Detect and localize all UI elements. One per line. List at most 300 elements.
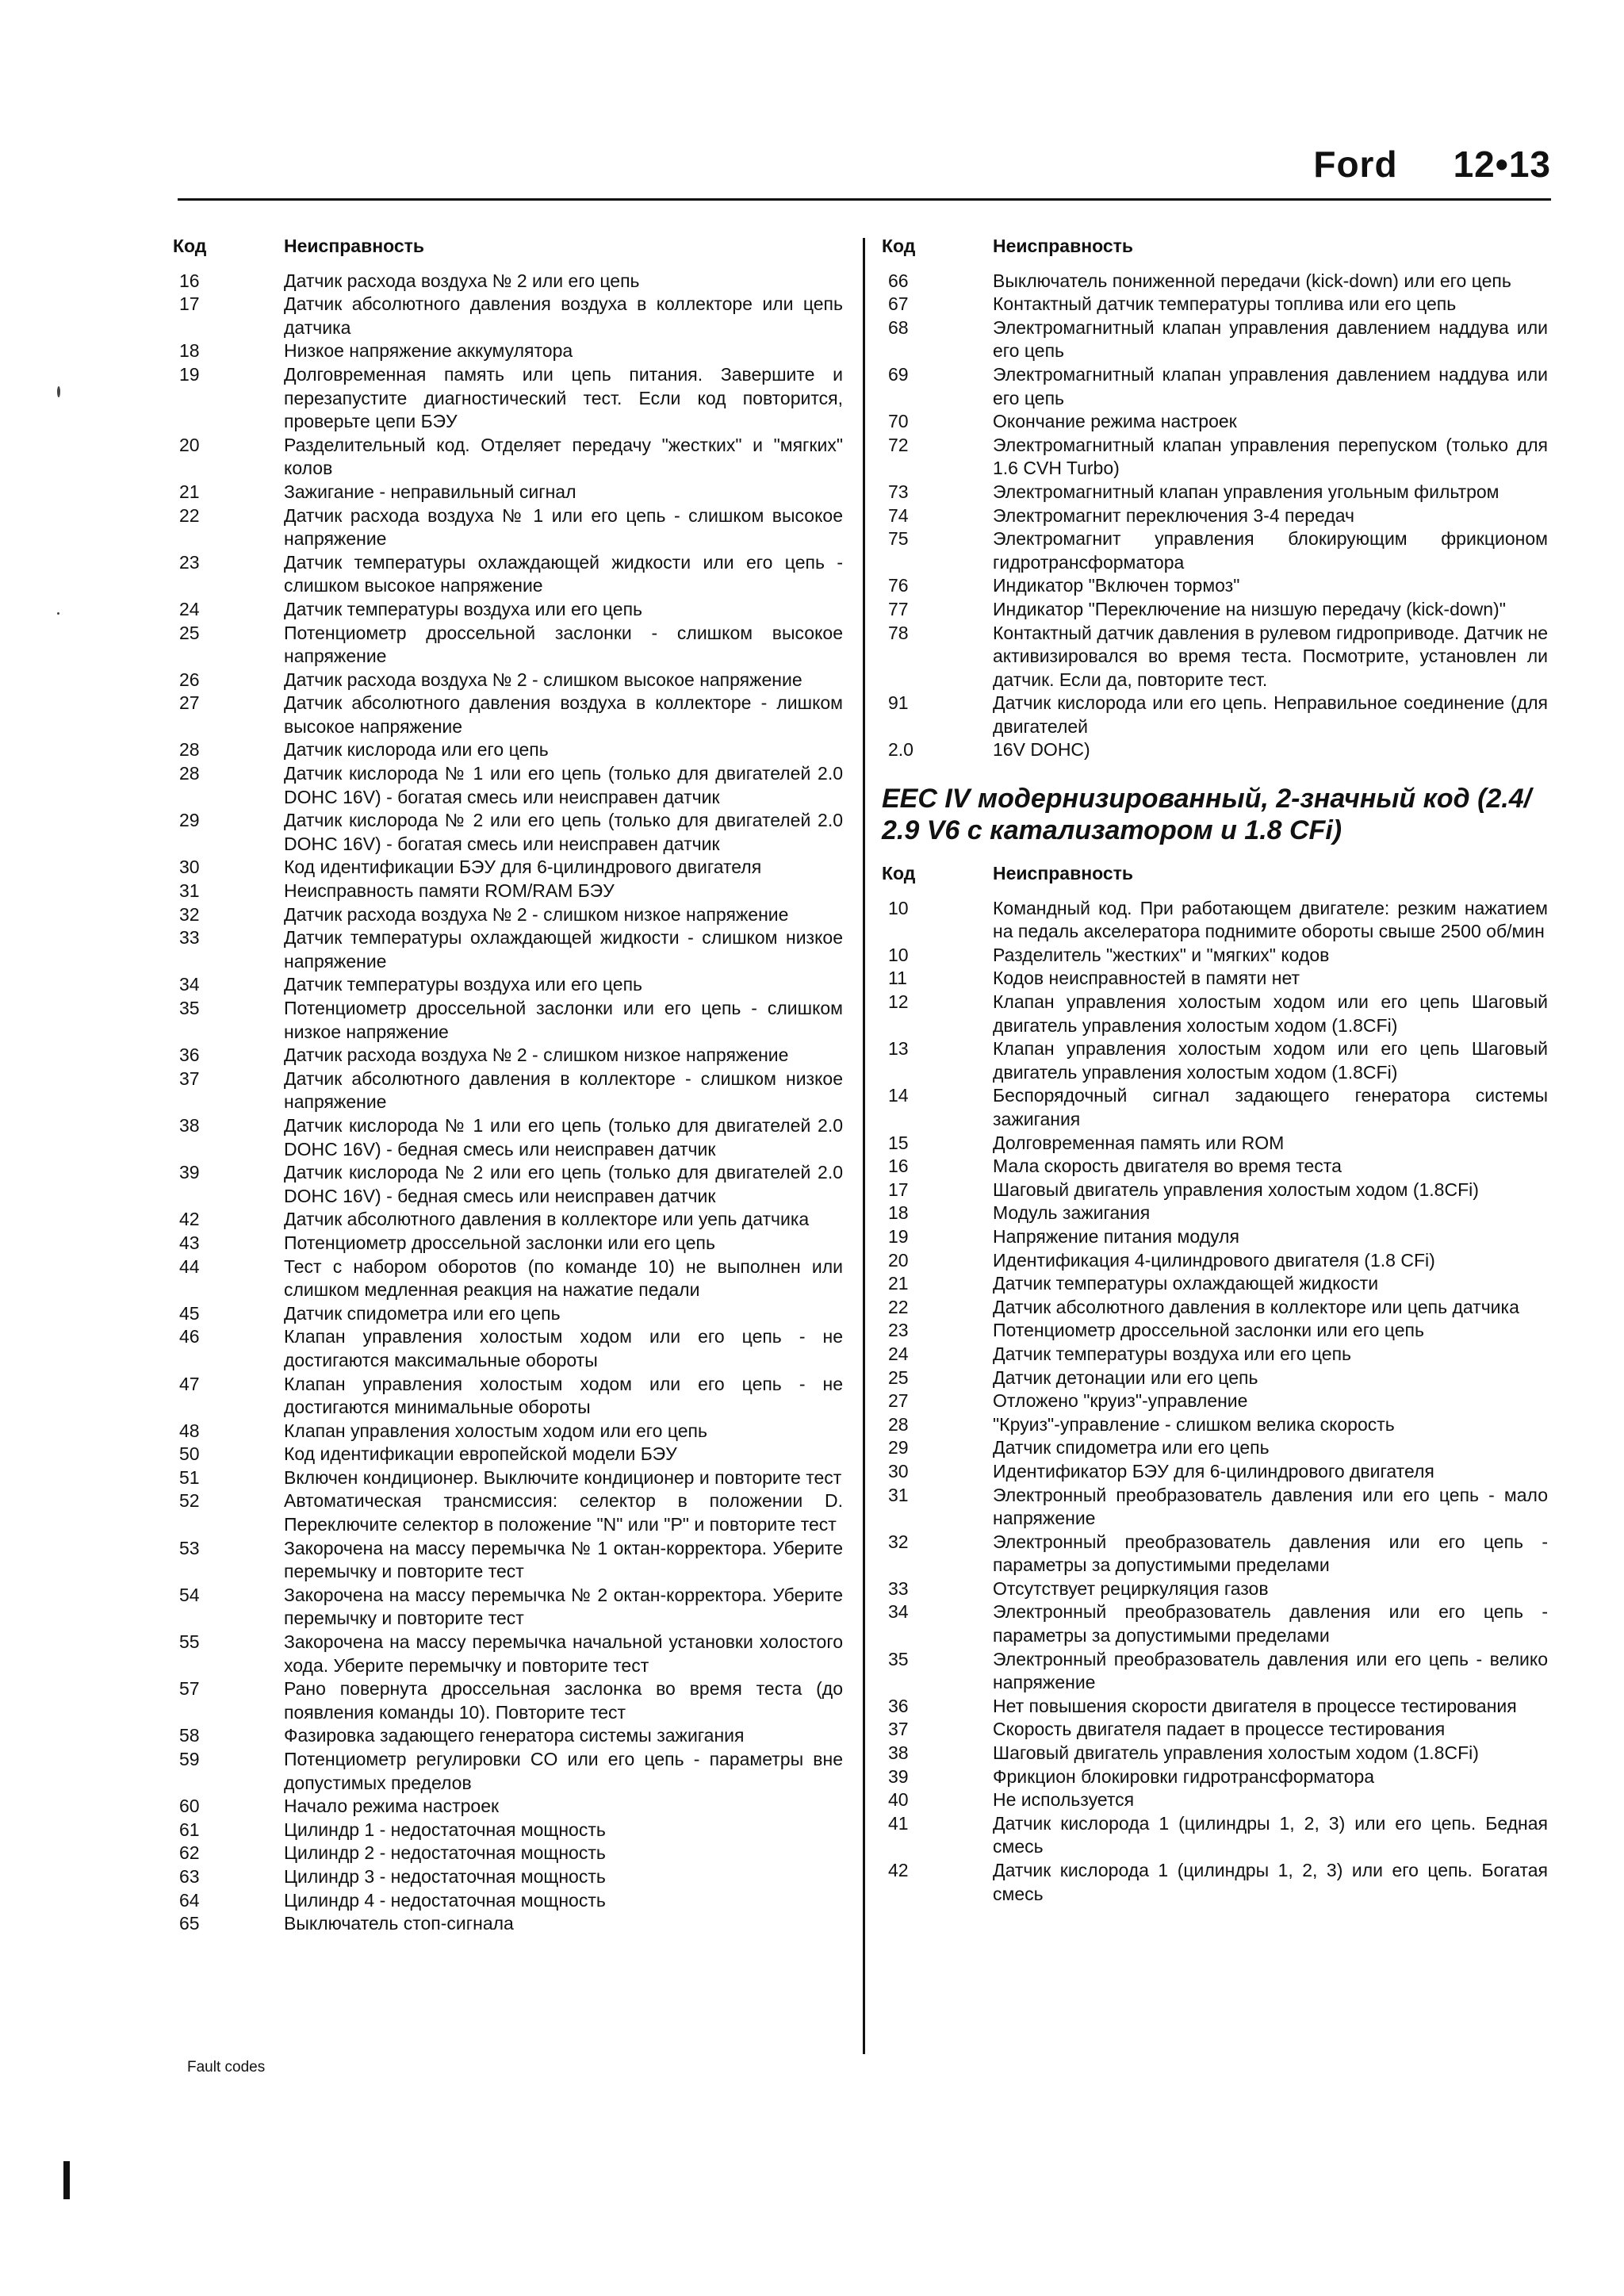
fault-code: 17 bbox=[888, 1179, 909, 1200]
code-row bbox=[173, 1584, 843, 1631]
header-rule bbox=[178, 198, 1551, 201]
fault-description: Окончание режима настроек bbox=[993, 411, 1237, 432]
fault-description: Нет повышения скорости двигателя в процессе тестирования bbox=[993, 1695, 1517, 1716]
fault-description: Датчик кислорода 1 (цилиндры 1, 2, 3) или его цепь. Бедная смесь bbox=[993, 1812, 1548, 1857]
code-row bbox=[882, 1202, 1548, 1225]
fault-code: 27 bbox=[179, 692, 200, 714]
code-row bbox=[882, 410, 1548, 434]
fault-code: 31 bbox=[179, 880, 200, 902]
code-row bbox=[173, 692, 843, 738]
fault-code: 65 bbox=[179, 1913, 200, 1934]
fault-code: 61 bbox=[179, 1819, 200, 1840]
fault-code: 16 bbox=[179, 270, 200, 291]
fault-description: Цилиндр 3 - недостаточная мощность bbox=[284, 1865, 606, 1887]
fault-code: 30 bbox=[888, 1460, 909, 1481]
fault-code: 25 bbox=[888, 1366, 909, 1388]
code-row bbox=[882, 1460, 1548, 1484]
code-row bbox=[882, 1084, 1548, 1131]
code-row bbox=[882, 991, 1548, 1037]
code-row bbox=[173, 1912, 843, 1936]
fault-code: 50 bbox=[179, 1443, 200, 1465]
code-row bbox=[173, 1302, 843, 1326]
fault-description: Датчик абсолютного давления в коллекторе - слишком низкое напряжение bbox=[284, 1068, 843, 1113]
code-row bbox=[173, 1232, 843, 1255]
fault-code: 47 bbox=[179, 1373, 200, 1394]
fault-code: 53 bbox=[179, 1537, 200, 1558]
code-row bbox=[882, 897, 1548, 944]
fault-description: Беспорядочный сигнал задающего генератора системы зажигания bbox=[993, 1085, 1548, 1129]
fault-code: 24 bbox=[179, 598, 200, 619]
code-row bbox=[173, 880, 843, 903]
fault-description: Электронный преобразователь давления или его цепь - велико напряжение bbox=[993, 1648, 1548, 1693]
fault-description: Долговременная память или цепь питания. Завершите и перезапустите диагностический тест. Если код повторится, проверьте цепи БЭУ bbox=[284, 363, 843, 432]
fault-description: Отсутствует рециркуляция газов bbox=[993, 1577, 1269, 1599]
code-row bbox=[882, 738, 1548, 762]
fault-code: 10 bbox=[888, 944, 909, 965]
fault-code: 91 bbox=[888, 692, 909, 714]
fault-description: Выключатель стоп-сигнала bbox=[284, 1913, 514, 1934]
fault-code: 23 bbox=[888, 1320, 909, 1341]
fault-description: Датчик температуры воздуха или его цепь bbox=[284, 598, 643, 619]
code-row bbox=[173, 762, 843, 809]
fault-description: Датчик кислорода 1 (цилиндры 1, 2, 3) или его цепь. Богатая смесь bbox=[993, 1860, 1548, 1904]
fault-description: Цилиндр 2 - недостаточная мощность bbox=[284, 1842, 606, 1864]
fault-code: 57 bbox=[179, 1678, 200, 1700]
code-row bbox=[173, 809, 843, 856]
code-row bbox=[173, 738, 843, 762]
code-row bbox=[882, 1742, 1548, 1765]
code-row bbox=[882, 434, 1548, 481]
code-row bbox=[882, 1413, 1548, 1437]
code-row bbox=[882, 1343, 1548, 1366]
fault-code: 35 bbox=[179, 998, 200, 1018]
fault-code: 31 bbox=[888, 1484, 909, 1505]
fault-code: 64 bbox=[179, 1889, 200, 1911]
fault-description: Датчик температуры охлаждающей жидкости - слишком низкое напряжение bbox=[284, 927, 843, 972]
fault-description: Код идентификации европейской модели БЭУ bbox=[284, 1443, 677, 1465]
fault-code: 41 bbox=[888, 1812, 909, 1834]
code-row bbox=[882, 1859, 1548, 1906]
scan-speck bbox=[57, 612, 59, 615]
code-row bbox=[173, 1420, 843, 1443]
fault-description: Код идентификации БЭУ для 6-цилиндрового двигателя bbox=[284, 857, 762, 878]
col-fault-header: Неисправность bbox=[993, 236, 1134, 256]
fault-code: 62 bbox=[179, 1842, 200, 1864]
fault-code: 37 bbox=[888, 1719, 909, 1740]
code-row bbox=[173, 1819, 843, 1842]
fault-description: Командный код. При работающем двигателе: резким нажатием на педаль акселератора поднимите обороты свыше 2500 об/мин bbox=[993, 897, 1548, 942]
fault-description: Неисправность памяти ROM/RAM БЭУ bbox=[284, 880, 615, 902]
code-row bbox=[882, 1296, 1548, 1320]
fault-code: 20 bbox=[888, 1249, 909, 1271]
fault-code: 25 bbox=[179, 622, 200, 643]
fault-code: 72 bbox=[888, 434, 909, 455]
section2-table-header bbox=[882, 862, 1548, 886]
page-title bbox=[1313, 143, 1551, 186]
fault-code: 21 bbox=[888, 1273, 909, 1294]
fault-code: 39 bbox=[179, 1162, 200, 1183]
code-row bbox=[882, 1319, 1548, 1343]
fault-code: 14 bbox=[888, 1085, 909, 1106]
scan-speck bbox=[57, 386, 60, 397]
code-row bbox=[173, 903, 843, 927]
col-fault-header: Неисправность bbox=[284, 236, 425, 256]
code-row bbox=[882, 316, 1548, 363]
code-row bbox=[882, 1718, 1548, 1742]
fault-description: Отложено "круиз"-управление bbox=[993, 1390, 1248, 1412]
code-row bbox=[173, 270, 843, 293]
fault-code: 42 bbox=[888, 1860, 909, 1880]
col-fault-header: Неисправность bbox=[993, 863, 1134, 884]
fault-code: 74 bbox=[888, 504, 909, 526]
fault-description: Датчик спидометра или его цепь bbox=[993, 1437, 1270, 1458]
fault-description: Идентификатор БЭУ для 6-цилиндрового двигателя bbox=[993, 1460, 1434, 1481]
code-row bbox=[882, 504, 1548, 528]
fault-code: 44 bbox=[179, 1255, 200, 1277]
fault-description: Датчик спидометра или его цепь bbox=[284, 1302, 561, 1324]
code-row bbox=[882, 363, 1548, 410]
code-row bbox=[173, 1889, 843, 1913]
fault-description: Датчик абсолютного давления воздуха в коллекторе - лишком высокое напряжение bbox=[284, 692, 843, 737]
fault-description: Датчик расхода воздуха № 2 - слишком низкое напряжение bbox=[284, 1045, 789, 1066]
fault-description: Шаговый двигатель управления холостым ходом (1.8CFi) bbox=[993, 1742, 1479, 1764]
fault-code: 78 bbox=[888, 622, 909, 643]
fault-code: 17 bbox=[179, 293, 200, 315]
code-row bbox=[173, 1466, 843, 1490]
code-row bbox=[173, 1631, 843, 1677]
fault-code: 40 bbox=[888, 1789, 909, 1811]
code-row bbox=[882, 527, 1548, 574]
fault-description: Шаговый двигатель управления холостым ходом (1.8CFi) bbox=[993, 1179, 1479, 1200]
fault-description: Не используется bbox=[993, 1789, 1135, 1811]
code-row bbox=[173, 1443, 843, 1466]
code-row bbox=[882, 1249, 1548, 1273]
fault-code: 48 bbox=[179, 1420, 200, 1441]
fault-code: 70 bbox=[888, 411, 909, 432]
fault-code: 32 bbox=[179, 903, 200, 925]
fault-description: Цилиндр 4 - недостаточная мощность bbox=[284, 1889, 606, 1911]
col-code-header: Код bbox=[882, 236, 916, 256]
code-row bbox=[882, 1484, 1548, 1531]
fault-code: 19 bbox=[888, 1225, 909, 1247]
fault-description: Тест с набором оборотов (по команде 10) не выполнен или слишком медленная реакция на нажатие педали bbox=[284, 1255, 843, 1301]
fault-code: 33 bbox=[179, 927, 200, 949]
fault-code: 34 bbox=[888, 1601, 909, 1623]
fault-code: 59 bbox=[179, 1749, 200, 1769]
fault-description: Контактный датчик давления в рулевом гидроприводе. Датчик не активизировался во время теста. Посмотрите, установлен ли датчик. Если да, повторите тест. bbox=[993, 622, 1548, 690]
fault-description: Клапан управления холостым ходом или его цепь - не достигаются максимальные обороты bbox=[284, 1326, 843, 1370]
code-row bbox=[173, 622, 843, 669]
col-code-header: Код bbox=[173, 236, 207, 256]
code-row bbox=[173, 926, 843, 973]
fault-code: 11 bbox=[888, 968, 907, 989]
fault-description: Датчик абсолютного давления в коллекторе или цепь датчика bbox=[993, 1296, 1519, 1317]
fault-description: Клапан управления холостым ходом или его цепь bbox=[284, 1420, 707, 1441]
code-row bbox=[882, 1765, 1548, 1789]
fault-description: Датчик расхода воздуха № 1 или его цепь - слишком высокое напряжение bbox=[284, 504, 843, 550]
code-row bbox=[882, 1366, 1548, 1390]
code-row bbox=[173, 434, 843, 481]
fault-description: Мала скорость двигателя во время теста bbox=[993, 1156, 1342, 1177]
fault-description: Электронный преобразователь давления или его цепь - параметры за допустимыми пределами bbox=[993, 1601, 1548, 1646]
fault-code: 39 bbox=[888, 1765, 909, 1787]
right-column bbox=[882, 235, 1548, 1906]
fault-description: Электромагнит переключения 3-4 передач bbox=[993, 504, 1355, 526]
fault-code: 16 bbox=[888, 1156, 909, 1177]
fault-description: Датчик детонации или его цепь bbox=[993, 1366, 1258, 1388]
code-row bbox=[882, 692, 1548, 738]
fault-description: 16V DOHC) bbox=[993, 739, 1090, 761]
code-row bbox=[882, 293, 1548, 316]
fault-code: 60 bbox=[179, 1796, 200, 1817]
code-row bbox=[882, 574, 1548, 598]
code-row bbox=[882, 270, 1548, 293]
page-header bbox=[178, 143, 1551, 190]
code-row bbox=[173, 1724, 843, 1748]
code-row bbox=[882, 598, 1548, 622]
fault-description: Начало режима настроек bbox=[284, 1796, 500, 1817]
fault-code: 21 bbox=[179, 481, 200, 502]
fault-description: Закорочена на массу перемычка № 1 октан-корректора. Уберите перемычку и повторите тест bbox=[284, 1537, 843, 1582]
fault-description: Электромагнитный клапан управления угольным фильтром bbox=[993, 481, 1500, 502]
fault-code: 32 bbox=[888, 1531, 909, 1552]
fault-description: Контактный датчик температуры топлива или его цепь bbox=[993, 293, 1457, 315]
code-row bbox=[173, 363, 843, 434]
fault-code: 36 bbox=[888, 1695, 909, 1716]
fault-code: 35 bbox=[888, 1648, 909, 1669]
fault-code: 76 bbox=[888, 575, 909, 596]
fault-code: 54 bbox=[179, 1584, 200, 1605]
fault-description: Электромагнитный клапан управления давлением наддува или его цепь bbox=[993, 363, 1548, 408]
fault-code: 28 bbox=[888, 1413, 909, 1435]
fault-description: Долговременная память или ROM bbox=[993, 1132, 1285, 1153]
fault-description: Потенциометр дроссельной заслонки - слишком высокое напряжение bbox=[284, 622, 843, 667]
code-row bbox=[882, 1788, 1548, 1812]
code-row bbox=[173, 856, 843, 880]
fault-description: "Круиз"-управление - слишком велика скорость bbox=[993, 1413, 1395, 1435]
code-row bbox=[882, 1648, 1548, 1695]
code-row bbox=[173, 1677, 843, 1724]
code-row bbox=[882, 1155, 1548, 1179]
fault-description: Напряжение питания модуля bbox=[993, 1225, 1239, 1247]
code-row bbox=[882, 967, 1548, 991]
fault-code: 15 bbox=[888, 1132, 909, 1153]
code-row bbox=[173, 293, 843, 339]
code-row bbox=[882, 1812, 1548, 1859]
fault-code: 29 bbox=[179, 810, 200, 831]
fault-code: 38 bbox=[179, 1114, 200, 1136]
code-row bbox=[173, 973, 843, 997]
fault-description: Датчик кислорода или его цепь bbox=[284, 739, 549, 761]
fault-description: Датчик расхода воздуха № 2 или его цепь bbox=[284, 270, 640, 291]
fault-description: Фрикцион блокировки гидротрансформатора bbox=[993, 1765, 1375, 1787]
fault-description: Потенциометр регулировки CO или его цепь - параметры вне допустимых пределов bbox=[284, 1749, 843, 1793]
fault-code: 68 bbox=[888, 316, 909, 338]
fault-code: 42 bbox=[179, 1209, 200, 1230]
code-row bbox=[173, 481, 843, 504]
fault-code: 43 bbox=[179, 1232, 200, 1253]
fault-code: 73 bbox=[888, 481, 909, 502]
code-row bbox=[173, 1208, 843, 1232]
fault-description: Цилиндр 1 - недостаточная мощность bbox=[284, 1819, 606, 1840]
fault-description: Закорочена на массу перемычка начальной установки холостого хода. Уберите перемычку и повторите тест bbox=[284, 1631, 843, 1676]
code-row bbox=[173, 1373, 843, 1420]
fault-description: Датчик температуры воздуха или его цепь bbox=[284, 974, 643, 995]
fault-code: 24 bbox=[888, 1343, 909, 1364]
fault-code: 2.0 bbox=[888, 739, 914, 761]
fault-code: 38 bbox=[888, 1742, 909, 1764]
fault-code: 23 bbox=[179, 551, 200, 573]
code-row bbox=[173, 551, 843, 598]
fault-code: 28 bbox=[179, 763, 200, 784]
fault-code: 13 bbox=[888, 1038, 909, 1060]
fault-code: 69 bbox=[888, 363, 909, 385]
code-row bbox=[173, 1865, 843, 1889]
section-title: EEC IV модернизированный, 2-значный код (2.4/ 2.9 V6 с катализатором и 1.8 CFi) bbox=[882, 784, 1532, 846]
code-row bbox=[882, 1225, 1548, 1249]
fault-description: Разделитель "жестких" и "мягких" кодов bbox=[993, 944, 1330, 965]
fault-description: Датчик температуры воздуха или его цепь bbox=[993, 1343, 1352, 1364]
fault-code: 52 bbox=[179, 1490, 200, 1512]
fault-code: 63 bbox=[179, 1865, 200, 1887]
fault-code: 67 bbox=[888, 293, 909, 315]
fault-code: 46 bbox=[179, 1326, 200, 1347]
fault-description: Электронный преобразователь давления или его цепь - параметры за допустимыми пределами bbox=[993, 1531, 1548, 1576]
fault-description: Закорочена на массу перемычка № 2 октан-корректора. Уберите перемычку и повторите тест bbox=[284, 1584, 843, 1629]
fault-code: 34 bbox=[179, 974, 200, 995]
fault-description: Рано повернута дроссельная заслонка во время теста (до появления команды 10). Повторите тест bbox=[284, 1678, 843, 1723]
code-row bbox=[173, 1748, 843, 1795]
fault-description: Датчик температуры охлаждающей жидкости или его цепь - слишком высокое напряжение bbox=[284, 551, 843, 596]
code-row bbox=[173, 997, 843, 1044]
fault-code: 58 bbox=[179, 1725, 200, 1746]
left-table-header bbox=[173, 235, 843, 259]
fault-description: Включен кондиционер. Выключите кондиционер и повторите тест bbox=[284, 1466, 842, 1488]
fault-code: 77 bbox=[888, 598, 909, 619]
fault-code: 22 bbox=[888, 1296, 909, 1317]
code-row bbox=[882, 1600, 1548, 1647]
fault-description: Электронный преобразователь давления или его цепь - мало напряжение bbox=[993, 1484, 1548, 1529]
code-row bbox=[882, 944, 1548, 968]
fault-code: 22 bbox=[179, 504, 200, 526]
fault-description: Датчик расхода воздуха № 2 - слишком высокое напряжение bbox=[284, 669, 802, 690]
code-row bbox=[173, 339, 843, 363]
fault-code: 75 bbox=[888, 528, 909, 550]
fault-code: 45 bbox=[179, 1302, 200, 1324]
fault-description: Клапан управления холостым ходом или его цепь Шаговый двигатель управления холостым ходом (1.8CFi) bbox=[993, 991, 1548, 1036]
fault-description: Датчик расхода воздуха № 2 - слишком низкое напряжение bbox=[284, 903, 789, 925]
code-row bbox=[882, 1389, 1548, 1413]
fault-description: Кодов неисправностей в памяти нет bbox=[993, 968, 1300, 989]
code-row bbox=[173, 1325, 843, 1372]
fault-description: Скорость двигателя падает в процессе тестирования bbox=[993, 1719, 1446, 1740]
fault-description: Модуль зажигания bbox=[993, 1202, 1151, 1224]
fault-code: 28 bbox=[179, 739, 200, 761]
fault-description: Индикатор "Включен тормоз" bbox=[993, 575, 1240, 596]
fault-description: Идентификация 4-цилиндрового двигателя (1.8 CFi) bbox=[993, 1249, 1435, 1271]
fault-description: Разделительный код. Отделяет передачу "жестких" и "мягких" колов bbox=[284, 434, 843, 479]
code-row bbox=[173, 598, 843, 622]
fault-code: 19 bbox=[179, 363, 200, 385]
code-row bbox=[882, 1132, 1548, 1156]
fault-description: Индикатор "Переключение на низшую передачу (kick-down)" bbox=[993, 598, 1506, 619]
code-row bbox=[173, 1795, 843, 1819]
footer-label: Fault codes bbox=[187, 2059, 266, 2076]
fault-description: Электромагнит управления блокирующим фрикционом гидротрансформатора bbox=[993, 528, 1548, 573]
code-row bbox=[882, 1179, 1548, 1202]
fault-description: Электромагнитный клапан управления давлением наддува или его цепь bbox=[993, 316, 1548, 362]
fault-code: 55 bbox=[179, 1631, 200, 1653]
fault-description: Зажигание - неправильный сигнал bbox=[284, 481, 576, 502]
fault-code: 37 bbox=[179, 1068, 200, 1089]
fault-description: Электромагнитный клапан управления перепуском (только для 1.6 CVH Turbo) bbox=[993, 434, 1548, 479]
right-table-header bbox=[882, 235, 1548, 259]
left-column bbox=[173, 235, 843, 1936]
code-row bbox=[173, 504, 843, 551]
code-row bbox=[882, 1695, 1548, 1719]
fault-description: Потенциометр дроссельной заслонки или его цепь bbox=[993, 1320, 1424, 1341]
code-row bbox=[173, 1068, 843, 1114]
fault-description: Выключатель пониженной передачи (kick-down) или его цепь bbox=[993, 270, 1511, 291]
fault-description: Датчик кислорода № 2 или его цепь (только для двигателей 2.0 DOHC 16V) - бедная смесь или неисправен датчик bbox=[284, 1162, 843, 1206]
column-divider bbox=[863, 238, 865, 2054]
fault-description: Датчик кислорода № 1 или его цепь (только для двигателей 2.0 DOHC 16V) - богатая смесь или неисправен датчик bbox=[284, 763, 843, 807]
fault-description: Низкое напряжение аккумулятора bbox=[284, 340, 573, 362]
code-row bbox=[882, 622, 1548, 692]
fault-description: Датчик абсолютного давления воздуха в коллекторе или цепь датчика bbox=[284, 293, 843, 338]
fault-code: 30 bbox=[179, 857, 200, 878]
code-row bbox=[882, 481, 1548, 504]
fault-code: 18 bbox=[888, 1202, 909, 1224]
fault-description: Фазировка задающего генератора системы зажигания bbox=[284, 1725, 745, 1746]
code-row bbox=[173, 1489, 843, 1536]
fault-description: Потенциометр дроссельной заслонки или его цепь - слишком низкое напряжение bbox=[284, 998, 843, 1042]
code-row bbox=[173, 1114, 843, 1161]
code-row bbox=[173, 1044, 843, 1068]
fault-description: Датчик кислорода № 2 или его цепь (только для двигателей 2.0 DOHC 16V) - богатая смесь или неисправен датчик bbox=[284, 810, 843, 854]
fault-code: 20 bbox=[179, 434, 200, 455]
fault-code: 18 bbox=[179, 340, 200, 362]
right-table-body bbox=[882, 270, 1548, 762]
fault-code: 33 bbox=[888, 1577, 909, 1599]
fault-code: 26 bbox=[179, 669, 200, 690]
code-row bbox=[173, 669, 843, 692]
fault-code: 36 bbox=[179, 1045, 200, 1066]
fault-description: Датчик кислорода № 1 или его цепь (только для двигателей 2.0 DOHC 16V) - бедная смесь или неисправен датчик bbox=[284, 1114, 843, 1159]
code-row bbox=[882, 1577, 1548, 1601]
fault-description: Автоматическая трансмиссия: селектор в положении D. Переключите селектор в положение "N" или "P" и повторите тест bbox=[284, 1490, 843, 1535]
fault-code: 10 bbox=[888, 897, 909, 918]
code-row bbox=[882, 1037, 1548, 1084]
code-row bbox=[882, 1272, 1548, 1296]
section2-table-body bbox=[882, 897, 1548, 1907]
fault-code: 27 bbox=[888, 1390, 909, 1412]
left-table-body bbox=[173, 270, 843, 1936]
fault-code: 29 bbox=[888, 1437, 909, 1458]
code-row bbox=[173, 1842, 843, 1865]
code-row bbox=[173, 1255, 843, 1302]
code-row bbox=[173, 1537, 843, 1584]
scan-margin-mark bbox=[63, 2161, 70, 2199]
fault-description: Датчик кислорода или его цепь. Неправильное соединение (для двигателей bbox=[993, 692, 1548, 737]
fault-description: Потенциометр дроссельной заслонки или его цепь bbox=[284, 1232, 715, 1253]
fault-description: Клапан управления холостым ходом или его цепь Шаговый двигатель управления холостым ходом (1.8CFi) bbox=[993, 1038, 1548, 1083]
code-row bbox=[882, 1531, 1548, 1577]
page-number: 12•13 bbox=[1453, 144, 1551, 185]
brand-name: Ford bbox=[1313, 144, 1398, 185]
fault-description: Клапан управления холостым ходом или его цепь - не достигаются минимальные обороты bbox=[284, 1373, 843, 1418]
fault-description: Датчик температуры охлаждающей жидкости bbox=[993, 1273, 1379, 1294]
